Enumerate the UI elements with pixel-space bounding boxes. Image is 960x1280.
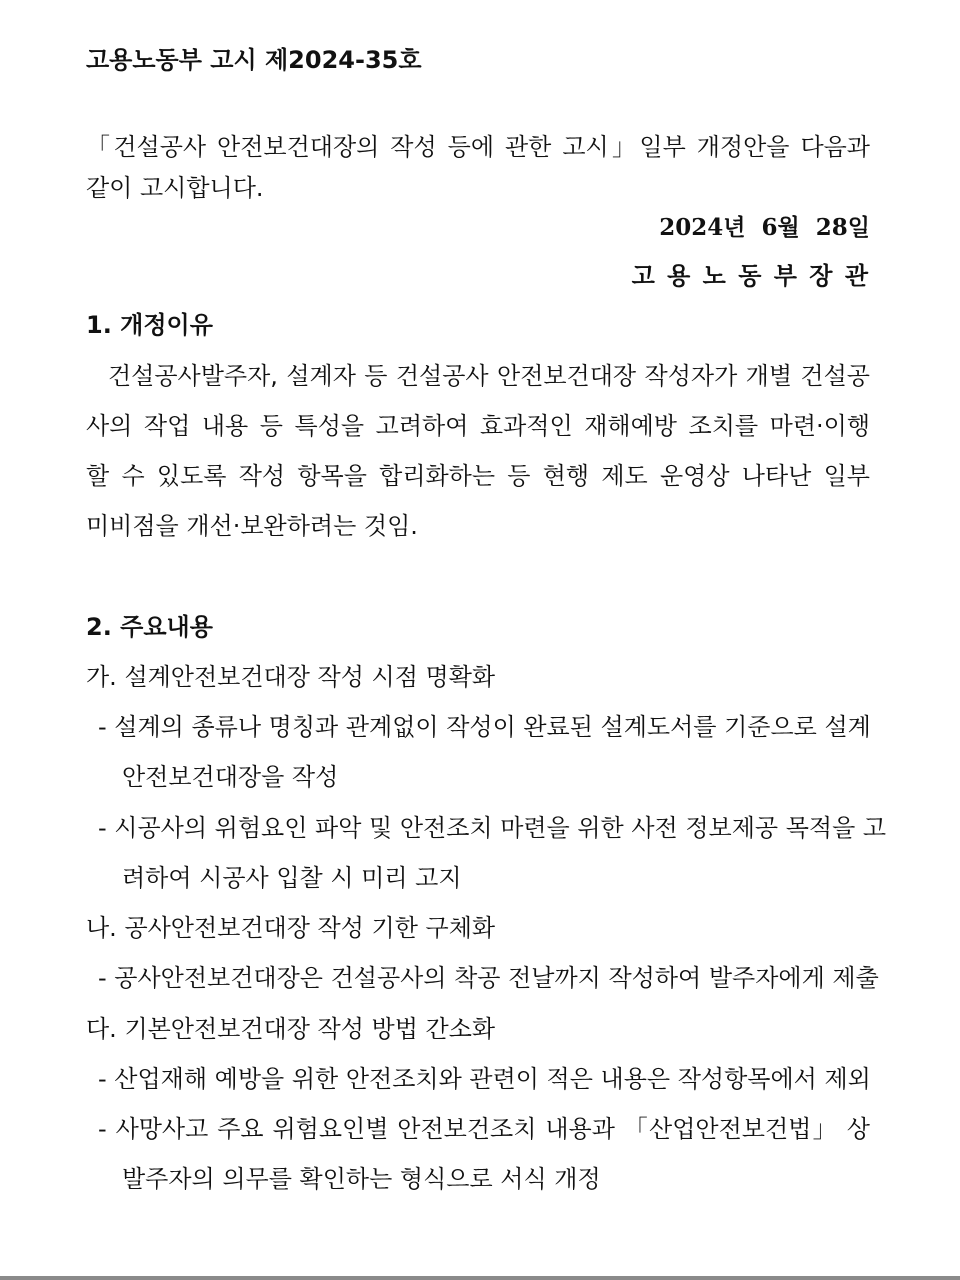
item-da-bullet-2-line-2: 발주자의 의무를 확인하는 형식으로 서식 개정: [122, 1165, 601, 1193]
item-na-bullet-1-line-1: - 공사안전보건대장은 건설공사의 착공 전날까지 작성하여 발주자에게 제출: [98, 964, 879, 992]
section-1-line-4: 미비점을 개선·보완하려는 것임.: [86, 512, 418, 540]
section-1-line-3: 할 수 있도록 작성 항목을 합리화하는 등 현행 제도 운영상 나타난 일부: [86, 462, 870, 490]
item-da-title: 다. 기본안전보건대장 작성 방법 간소화: [86, 1015, 496, 1043]
intro-line-2: 같이 고시합니다.: [86, 174, 264, 202]
item-ga-bullet-1-line-2: 안전보건대장을 작성: [122, 763, 339, 791]
item-da-bullet-1-line-1: - 산업재해 예방을 위한 안전조치와 관련이 적은 내용은 작성항목에서 제외: [98, 1065, 871, 1093]
section-1-heading: 1. 개정이유: [86, 311, 213, 339]
item-ga-bullet-1-line-1: - 설계의 종류나 명칭과 관계없이 작성이 완료된 설계도서를 기준으로 설계: [98, 713, 871, 741]
section-1-line-1: 건설공사발주자, 설계자 등 건설공사 안전보건대장 작성자가 개별 건설공: [108, 362, 870, 390]
item-da-bullet-2-line-1: - 사망사고 주요 위험요인별 안전보건조치 내용과 「산업안전보건법」 상: [98, 1115, 870, 1143]
item-ga-bullet-2-line-1: - 시공사의 위험요인 파악 및 안전조치 마련을 위한 사전 정보제공 목적을 고: [98, 814, 887, 842]
item-na-title: 나. 공사안전보건대장 작성 기한 구체화: [86, 914, 496, 942]
item-ga-title: 가. 설계안전보건대장 작성 시점 명확화: [86, 663, 496, 691]
page-bottom-divider: [0, 1276, 960, 1280]
notice-number: 고용노동부 고시 제2024-35호: [86, 46, 422, 74]
issuer-title: 고 용 노 동 부 장 관: [631, 262, 870, 290]
intro-line-1: 「건설공사 안전보건대장의 작성 등에 관한 고시」일부 개정안을 다음과: [86, 133, 870, 161]
section-1-line-2: 사의 작업 내용 등 특성을 고려하여 효과적인 재해예방 조치를 마련·이행: [86, 412, 870, 440]
section-2-heading: 2. 주요내용: [86, 613, 213, 641]
item-ga-bullet-2-line-2: 려하여 시공사 입찰 시 미리 고지: [122, 864, 462, 892]
notice-date: 2024년 6월 28일: [659, 214, 870, 241]
